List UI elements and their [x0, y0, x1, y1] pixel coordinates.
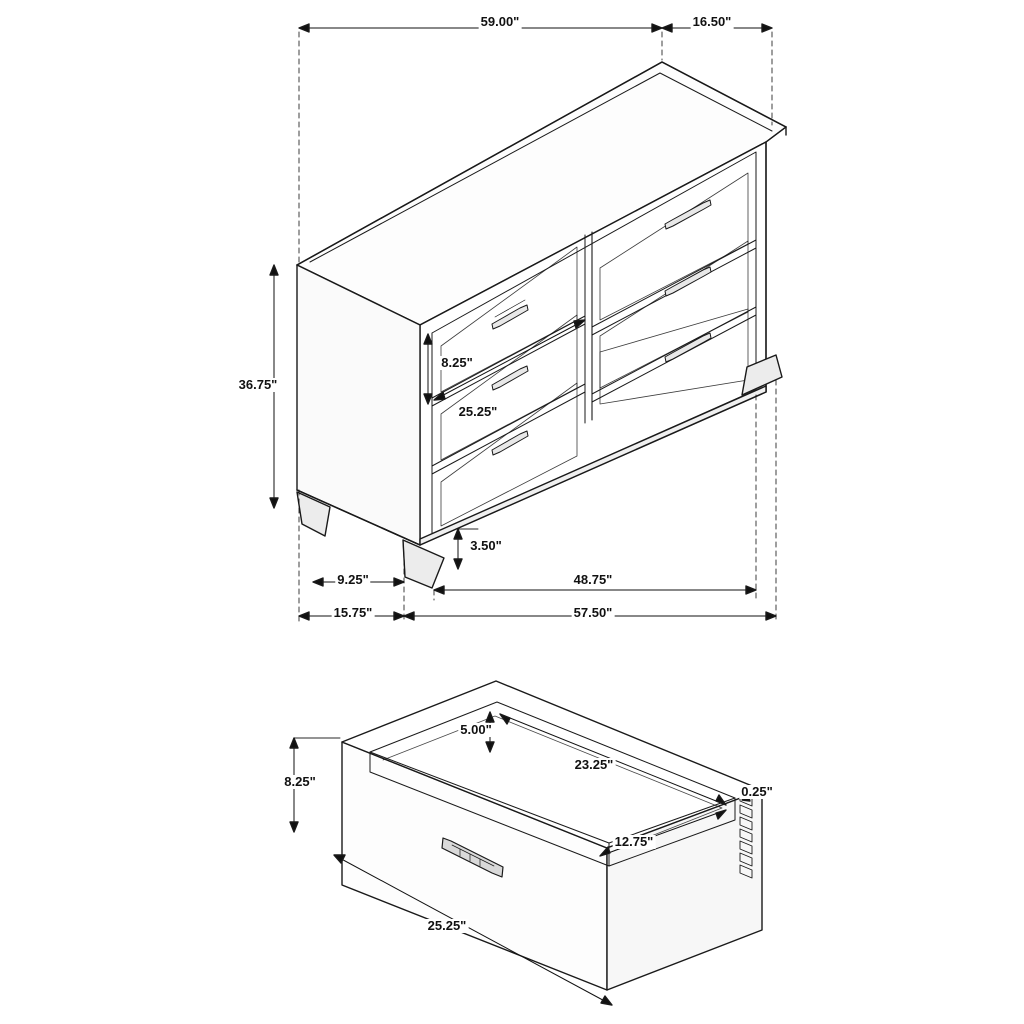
dim-drawer-thickness: 0.25"	[741, 784, 773, 799]
dim-top-depth: 16.50"	[692, 14, 732, 29]
dim-drawer-height: 8.25"	[441, 355, 473, 370]
dim-top-width: 59.00"	[480, 14, 520, 29]
dim-drawer-overall-width: 25.25"	[427, 918, 467, 933]
dim-drawer-side-height: 8.25"	[284, 774, 316, 789]
dim-drawer-width: 25.25"	[458, 404, 498, 419]
dim-overall-height: 36.75"	[238, 377, 278, 392]
dim-base-depth: 15.75"	[333, 605, 373, 620]
dim-leg-inner-width: 48.75"	[573, 572, 613, 587]
dim-base-width: 57.50"	[573, 605, 613, 620]
dim-drawer-interior-height: 5.00"	[460, 722, 492, 737]
dim-leg-span-depth: 9.25"	[337, 572, 369, 587]
dim-drawer-interior-depth: 12.75"	[614, 834, 654, 849]
dim-drawer-interior-length: 23.25"	[574, 757, 614, 772]
dim-leg-height: 3.50"	[470, 538, 502, 553]
